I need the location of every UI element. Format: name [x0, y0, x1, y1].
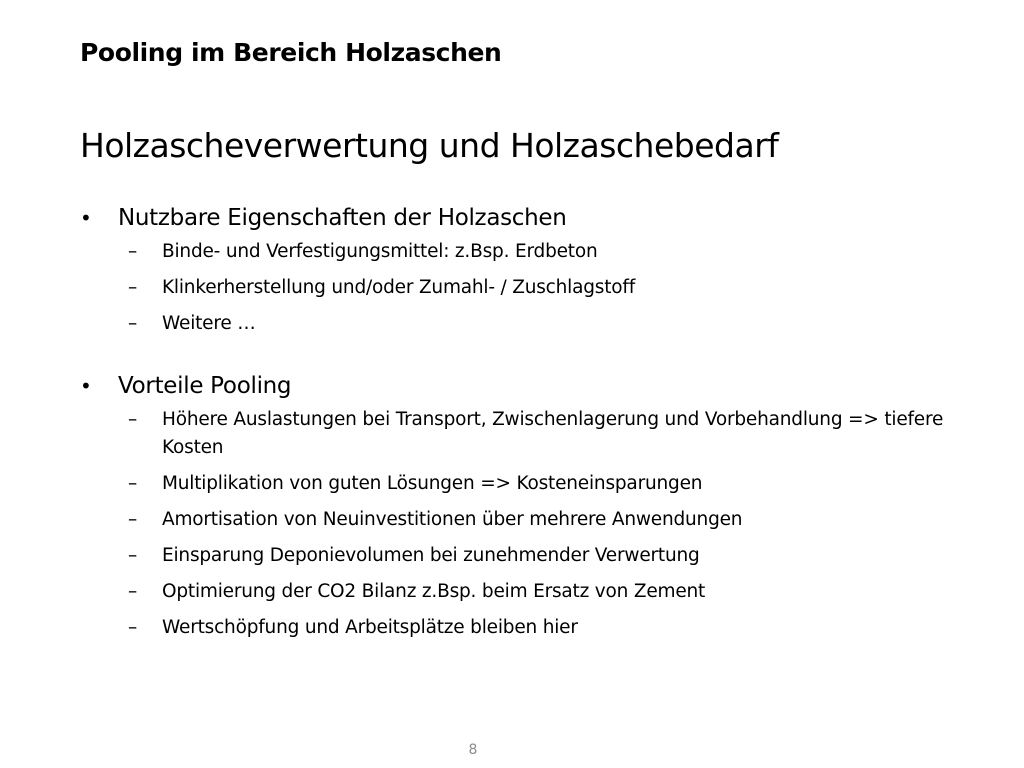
- bullet-label: Nutzbare Eigenschaften der Holzaschen: [118, 205, 567, 231]
- sub-list-item: [80, 238, 960, 266]
- sub-item-text: Klinkerherstellung und/oder Zumahl- / Zuschlagstoff: [162, 277, 636, 298]
- sub-item-text: Weitere …: [162, 313, 256, 334]
- dash-icon: –: [128, 409, 138, 430]
- dash-icon: –: [128, 313, 138, 334]
- sub-list: [80, 238, 960, 338]
- sub-list-item: [80, 614, 960, 642]
- sub-item-text: Amortisation von Neuinvestitionen über mehrere Anwendungen: [162, 509, 743, 530]
- bullet-label: Vorteile Pooling: [118, 373, 292, 399]
- bullet-dot-icon: •: [80, 206, 92, 230]
- sub-item-text: Einsparung Deponievolumen bei zunehmender Verwertung: [162, 545, 700, 566]
- sub-list-item: [80, 274, 960, 302]
- dash-icon: –: [128, 277, 138, 298]
- sub-item-text: Wertschöpfung und Arbeitsplätze bleiben hier: [162, 617, 578, 638]
- dash-icon: –: [128, 473, 138, 494]
- section-nutzbare-eigenschaften: [80, 200, 960, 338]
- bullet-dot-icon: •: [80, 374, 92, 398]
- slide-subtitle: Holzascheverwertung und Holzaschebedarf: [80, 126, 779, 165]
- sub-item-text: Binde- und Verfestigungsmittel: z.Bsp. Erdbeton: [162, 241, 598, 262]
- sub-list-item: [80, 470, 960, 498]
- sub-list-item: [80, 578, 960, 606]
- sub-item-text: Höhere Auslastungen bei Transport, Zwischenlagerung und Vorbehandlung => tiefere Kosten: [162, 409, 944, 458]
- dash-icon: –: [128, 617, 138, 638]
- dash-icon: –: [128, 545, 138, 566]
- sub-item-text: Multiplikation von guten Lösungen => Kosteneinsparungen: [162, 473, 703, 494]
- section-vorteile-pooling: [80, 368, 960, 642]
- dash-icon: –: [128, 581, 138, 602]
- bullet-item: [80, 200, 960, 236]
- page-number: 8: [468, 742, 478, 758]
- bullet-item: [80, 368, 960, 404]
- dash-icon: –: [128, 241, 138, 262]
- dash-icon: –: [128, 509, 138, 530]
- sub-list-item: [80, 542, 960, 570]
- slide-content: [80, 200, 960, 650]
- sub-list-item: [80, 406, 960, 462]
- sub-item-text: Optimierung der CO2 Bilanz z.Bsp. beim Ersatz von Zement: [162, 581, 706, 602]
- sub-list: [80, 406, 960, 642]
- sub-list-item: [80, 310, 960, 338]
- sub-list-item: [80, 506, 960, 534]
- slide-header-title: Pooling im Bereich Holzaschen: [80, 38, 502, 67]
